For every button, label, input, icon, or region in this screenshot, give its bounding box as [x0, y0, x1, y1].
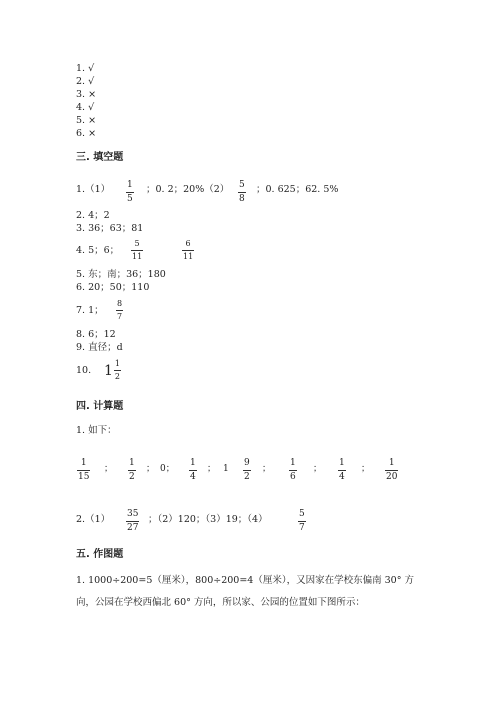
calc-q1-result-5 — [289, 459, 297, 482]
numerator: 1 — [127, 180, 133, 190]
whole-part: 1 — [104, 362, 113, 379]
calc-q1-result-3 — [189, 459, 197, 482]
numerator: 9 — [244, 458, 250, 468]
calc-q1-result-2 — [128, 459, 136, 482]
fill-q10-mixed-number — [104, 360, 121, 381]
denominator: 4 — [339, 472, 345, 482]
separator: ； — [207, 464, 217, 474]
fill-q9: 9. 直径；d — [76, 342, 123, 353]
fill-q1-tail: ；0. 625；62. 5% — [256, 184, 339, 195]
judge-answer-4: 4. √ — [76, 102, 95, 113]
numerator: 1 — [190, 458, 196, 468]
fill-q5: 5. 东；南；36；180 — [76, 269, 166, 280]
judge-answer-5: 5. × — [76, 115, 97, 126]
denominator: 2 — [244, 472, 250, 482]
numerator: 1 — [129, 458, 135, 468]
fill-q4-fraction-2 — [182, 240, 194, 261]
denominator: 20 — [386, 472, 398, 482]
numerator: 6 — [185, 239, 191, 248]
section-title-fill-blank: 三. 填空题 — [76, 152, 124, 163]
denominator: 4 — [190, 472, 196, 482]
calc-q2-label: 2.（1） — [76, 514, 111, 525]
calc-q1-result-zero: 0； — [160, 464, 175, 474]
numerator: 8 — [117, 299, 123, 308]
section-title-calculation: 四. 计算题 — [76, 401, 124, 412]
numerator: 1 — [290, 458, 296, 468]
judge-answer-6: 6. × — [76, 128, 97, 139]
calc-q2-fraction-1 — [126, 510, 139, 533]
denominator: 15 — [78, 472, 90, 482]
calc-q2-fraction-2 — [298, 510, 306, 533]
denominator: 11 — [132, 252, 143, 261]
judge-answer-3: 3. × — [76, 89, 97, 100]
calc-q1-result-7 — [385, 459, 398, 482]
denominator: 2 — [129, 472, 135, 482]
calc-q1-result-6 — [338, 459, 346, 482]
section-title-drawing: 五. 作图题 — [76, 549, 124, 560]
numerator: 5 — [239, 180, 245, 190]
fill-q1-middle: ；0. 2；20%（2） — [146, 184, 230, 195]
separator: ； — [313, 464, 323, 474]
denominator: 7 — [117, 312, 123, 321]
judge-answer-2: 2. √ — [76, 76, 95, 87]
numerator: 35 — [127, 509, 139, 519]
fill-q1-label: 1.（1） — [76, 184, 111, 195]
fill-q7-fraction — [116, 300, 123, 321]
denominator: 7 — [299, 523, 305, 533]
numerator: 5 — [299, 509, 305, 519]
separator: ； — [146, 464, 156, 474]
denominator: 8 — [239, 194, 245, 204]
denominator: 5 — [127, 194, 133, 204]
fill-q1-fraction-2 — [238, 181, 246, 204]
fill-q2: 2. 4；2 — [76, 210, 110, 221]
judge-answer-1: 1. √ — [76, 63, 95, 74]
fill-q10-label: 10. — [76, 365, 92, 376]
fill-q1-fraction-1 — [126, 181, 134, 204]
draw-q1-line-2: 向，公园在学校西偏北 60° 方向，所以家、公园的位置如下图所示： — [76, 597, 365, 608]
fill-q6: 6. 20；50；110 — [76, 282, 150, 293]
fill-q7-label: 7. 1； — [76, 305, 104, 316]
separator: ； — [104, 464, 114, 474]
separator: ； — [262, 464, 272, 474]
calc-q1-label: 1. 如下： — [76, 425, 117, 436]
numerator: 5 — [134, 239, 140, 248]
numerator: 1 — [80, 458, 87, 468]
numerator: 1 — [388, 458, 395, 468]
numerator: 1 — [114, 359, 121, 368]
denominator: 27 — [127, 523, 139, 533]
calc-q1-result-1 — [77, 459, 90, 482]
fraction-part — [114, 360, 121, 381]
fill-q8: 8. 6；12 — [76, 329, 116, 340]
draw-q1-line-1: 1. 1000÷200=5（厘米），800÷200=4（厘米），又因家在学校东偏南 30° 方 — [76, 575, 414, 586]
fill-q3: 3. 36；63；81 — [76, 223, 144, 234]
calc-q1-result-one: 1 — [223, 464, 229, 474]
calc-q2-middle: ；（2）120；（3）19；（4） — [148, 514, 268, 525]
calc-q1-result-4 — [243, 459, 251, 482]
denominator: 11 — [183, 252, 194, 261]
denominator: 6 — [290, 472, 296, 482]
fill-q4-fraction-1 — [131, 240, 143, 261]
denominator: 2 — [114, 372, 121, 381]
fill-q4-label: 4. 5；6； — [76, 245, 120, 256]
separator: ； — [361, 464, 371, 474]
numerator: 1 — [339, 458, 345, 468]
